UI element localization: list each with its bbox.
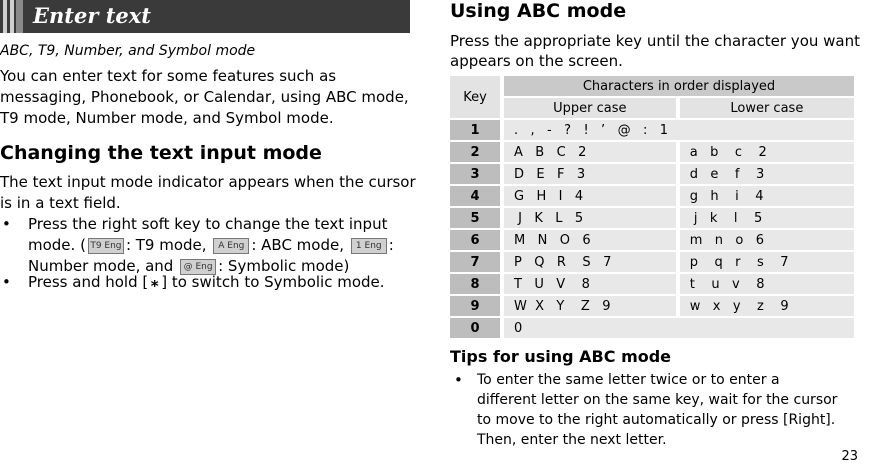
table-row: [450, 142, 854, 162]
tip-text: [477, 370, 837, 450]
lower-cell: d e f 3: [680, 164, 854, 184]
table-row: [450, 252, 854, 272]
abc-intro-line: Press the appropriate key until the character you want: [450, 32, 860, 50]
mode-paragraph-line: The text input mode indicator appears when the cursor: [0, 173, 416, 191]
upper-cell: . , - ? ! ’ @ : 1: [504, 120, 854, 140]
upper-cell: G H I 4: [504, 186, 676, 206]
table-row: [450, 230, 854, 250]
upper-cell: J K L 5: [504, 208, 676, 228]
bullet-fragment: :: [388, 236, 394, 254]
intro-line: T9 mode, Number mode, and Symbol mode.: [0, 109, 334, 127]
tip-line: Then, enter the next letter.: [477, 432, 667, 448]
section-title: Enter text: [33, 3, 151, 28]
bullet-dot: •: [2, 273, 11, 291]
tip-line: To enter the same letter twice or to enter a: [477, 372, 780, 388]
banner-stripe: [3, 0, 7, 33]
table-row: [450, 208, 854, 228]
bullet-fragment: mode. (: [28, 236, 86, 254]
bullet-fragment: Press and hold [: [28, 273, 149, 291]
upper-cell: P Q R S 7: [504, 252, 676, 272]
abc-mode-icon: A Eng: [213, 238, 249, 254]
key-cell: 9: [450, 296, 500, 316]
upper-case-header: Upper case: [504, 98, 676, 118]
banner-stripe: [16, 0, 23, 33]
heading-tips: Tips for using ABC mode: [450, 347, 672, 366]
key-cell: 5: [450, 208, 500, 228]
bullet-dot: •: [2, 215, 11, 233]
heading-changing-mode: Changing the text input mode: [0, 142, 322, 164]
symbol-mode-icon: @ Eng: [180, 259, 216, 275]
lower-cell: j k l 5: [680, 208, 854, 228]
banner-stripe: [10, 0, 14, 33]
t9-mode-icon: T9 Eng: [88, 238, 124, 254]
heading-using-abc: Using ABC mode: [450, 0, 627, 22]
number-mode-icon: 1 Eng: [351, 238, 387, 254]
tip-bullet: [450, 370, 860, 454]
page-number: 23: [841, 449, 858, 464]
upper-cell: 0: [504, 318, 854, 338]
bullet-item: [0, 272, 410, 293]
section-subtitle: ABC, T9, Number, and Symbol mode: [0, 43, 256, 59]
lower-cell: p q r s 7: [680, 252, 854, 272]
upper-cell: T U V 8: [504, 274, 676, 294]
table-row: [450, 318, 854, 338]
table-row: [450, 274, 854, 294]
table-header-row: [450, 76, 854, 96]
lower-cell: m n o 6: [680, 230, 854, 250]
bullet-item: [0, 214, 410, 277]
key-cell: 4: [450, 186, 500, 206]
lower-cell: a b c 2: [680, 142, 854, 162]
intro-line: messaging, Phonebook, or Calendar, using ABC mode,: [0, 88, 409, 106]
table-row: [450, 164, 854, 184]
table-row: [450, 296, 854, 316]
lower-cell: t u v 8: [680, 274, 854, 294]
tip-line: different letter on the same key, wait for the cursor: [477, 392, 838, 408]
bullet-fragment: ] to switch to Symbolic mode.: [161, 273, 385, 291]
bullet-fragment: : Symbolic mode): [218, 257, 350, 275]
mode-paragraph-line: is in a text field.: [0, 194, 121, 212]
upper-cell: D E F 3: [504, 164, 676, 184]
upper-cell: W X Y Z 9: [504, 296, 676, 316]
lower-case-header: Lower case: [680, 98, 854, 118]
upper-cell: M N O 6: [504, 230, 676, 250]
upper-cell: A B C 2: [504, 142, 676, 162]
abc-intro-line: appears on the screen.: [450, 52, 623, 70]
intro-line: You can enter text for some features such as: [0, 67, 337, 85]
bullet-line: [28, 235, 394, 256]
bullet-fragment: : T9 mode,: [125, 236, 207, 254]
bullet-text: [28, 272, 385, 293]
bullet-fragment: Number mode, and: [28, 257, 174, 275]
lower-cell: g h i 4: [680, 186, 854, 206]
table-row: [450, 186, 854, 206]
characters-header: Characters in order displayed: [504, 76, 854, 96]
asterisk-key-icon: ⁎: [150, 273, 159, 291]
bullet-dot: •: [454, 371, 463, 389]
abc-character-table: [450, 74, 854, 340]
bullet-line: Press the right soft key to change the text input: [28, 215, 388, 233]
key-cell: 7: [450, 252, 500, 272]
key-cell: 8: [450, 274, 500, 294]
tip-line: to move to the right automatically or press [Right].: [477, 412, 836, 428]
key-header: Key: [450, 76, 500, 118]
key-cell: 0: [450, 318, 500, 338]
key-cell: 6: [450, 230, 500, 250]
key-cell: 1: [450, 120, 500, 140]
lower-cell: w x y z 9: [680, 296, 854, 316]
bullet-fragment: : ABC mode,: [251, 236, 344, 254]
section-banner: [0, 0, 410, 33]
table-row: [450, 120, 854, 140]
table-subheader-row: [450, 98, 854, 118]
bullet-text: [28, 214, 394, 277]
key-cell: 3: [450, 164, 500, 184]
key-cell: 2: [450, 142, 500, 162]
